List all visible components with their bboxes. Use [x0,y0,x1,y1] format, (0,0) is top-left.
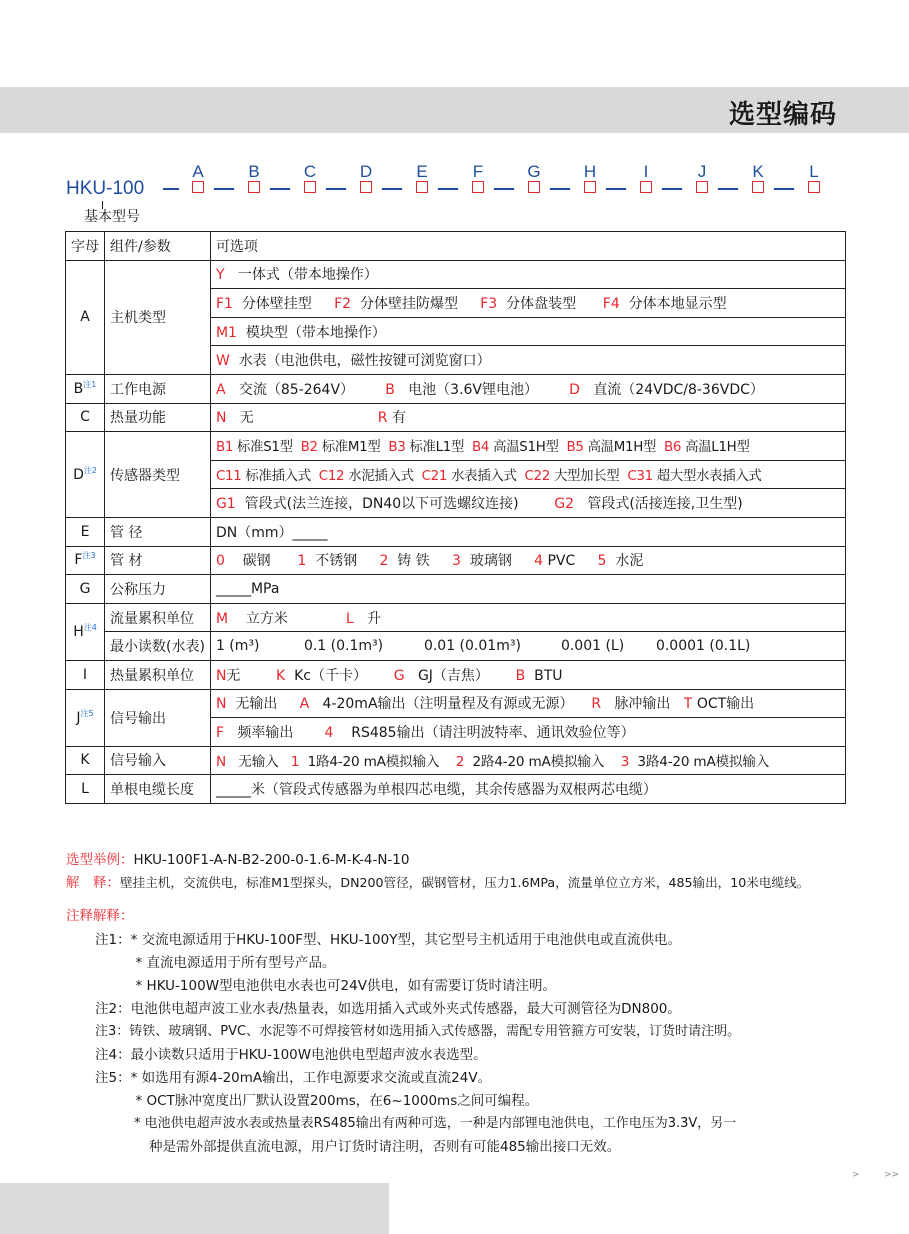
table-row [66,575,846,604]
table-row [66,432,846,461]
base-model-label: 基本型号 [84,209,140,225]
table-row [66,403,846,432]
code-box [192,181,204,193]
row-letter: K [66,746,105,775]
code-box [472,181,484,193]
note-line: 注5：* 如选用有源4-20mA输出，工作电源要求交流或直流24V。 [95,1070,492,1086]
row-component: 信号输出 [105,689,211,746]
header-letter: 字母 [66,232,105,261]
code-box [248,181,260,193]
example-line: 选型举例：HKU-100F1-A-N-B2-200-0-1.6-M-K-4-N-10 [66,852,410,868]
code-box [640,181,652,193]
row-letter: A [66,260,105,374]
position-letter: D [359,162,373,181]
option-cell: 0 碳钢 1 不锈钢 2 铸 铁 3 玻璃钢 4 PVC 5 水泥 [210,546,845,575]
option-cell: M 立方米 L 升 [210,603,845,632]
option-cell: F 频率输出 4 RS485输出（请注明波特率、通讯效验位等） [210,718,845,747]
table-row [66,689,846,718]
row-letter: $B^{注1}$ [66,374,105,403]
note-line: 种是需外部提供直流电源，用户订货时请注明，否则有可能485输出接口无效。 [95,1139,621,1155]
option-cell: _____米（管段式传感器为单根四芯电缆，其余传感器为双根两芯电缆） [210,775,845,804]
position-letter: H [583,162,597,181]
row-component: 管 材 [105,546,211,575]
position-letter: G [527,162,541,181]
code-box [304,181,316,193]
row-letter: L [66,775,105,804]
table-row [66,260,846,289]
code-boxes [0,181,909,197]
option-cell: N 无 R 有 [210,403,845,432]
table-row [66,517,846,546]
row-component: 主机类型 [105,260,211,374]
code-box [696,181,708,193]
row-component: 工作电源 [105,374,211,403]
note-line: * OCT脉冲宽度出厂默认设置200ms，在6~1000ms之间可编程。 [95,1093,539,1109]
page-mark: > [852,1170,860,1180]
code-box [752,181,764,193]
option-cell: DN（mm）_____ [210,517,845,546]
option-cell: B1 标准S1型 B2 标准M1型 B3 标准L1型 B4 高温S1H型 B5 高温M1H型 B6 高温L1H型 [210,432,845,461]
position-letter: F [472,162,484,181]
position-letter: I [643,162,649,181]
notes-title: 注释解释： [66,908,134,924]
note-line: * 电池供电超声波水表或热量表RS485输出有两种可选，一种是内部锂电池供电，工作电压为3.3V，另一 [95,1116,737,1131]
row-letter: $H^{注4}$ [66,603,105,660]
option-cell: _____MPa [210,575,845,604]
row-component: 信号输入 [105,746,211,775]
code-box [528,181,540,193]
row-component: 热量累积单位 [105,660,211,689]
row-letter: G [66,575,105,604]
note-line: 注3：铸铁、玻璃钢、PVC、水泥等不可焊接管材如选用插入式传感器，需配专用管箍方可安装，订货时请注明。 [95,1024,741,1039]
header-component: 组件/参数 [105,232,211,261]
note-line: 注2：电池供电超声波工业水表/热量表，如选用插入式或外夹式传感器，最大可测管径为DN800。 [95,1001,681,1017]
table-row [66,374,846,403]
position-letter: L [809,162,819,181]
option-cell: G1 管段式(法兰连接，DN40以下可选螺纹连接) G2 管段式(活接连接,卫生型) [210,489,845,518]
option-cell: 1 (m³) 0.1 (0.1m³) 0.01 (0.01m³) 0.001 (L) 0.0001 (0.1L) [210,632,845,661]
page-title: 选型编码 [728,100,837,130]
row-component: 单根电缆长度 [105,775,211,804]
code-box [416,181,428,193]
footer-band [0,1183,389,1234]
code-box [808,181,820,193]
option-cell: A 交流（85-264V） B 电池（3.6V锂电池） D 直流（24VDC/8-36VDC） [210,374,845,403]
position-letter: A [192,162,204,181]
position-letter: K [752,162,764,181]
row-component: 流量累积单位 [105,603,211,632]
option-cell: N 无输入 1 1路4-20 mA模拟输入 2 2路4-20 mA模拟输入 3 3路4-20 mA模拟输入 [210,746,845,775]
model-code: HKU-100 [66,178,145,199]
row-letter: C [66,403,105,432]
table-row [66,632,846,661]
note-line: * 直流电源适用于所有型号产品。 [95,955,336,971]
row-component: 热量功能 [105,403,211,432]
note-line: 注1：* 交流电源适用于HKU-100F型、HKU-100Y型，其它型号主机适用于电池供电或直流供电。 [95,932,681,948]
table-row [66,746,846,775]
code-box [584,181,596,193]
row-letter: I [66,660,105,689]
position-letter: E [416,162,428,181]
code-box [360,181,372,193]
option-cell: Y 一体式（带本地操作） [210,260,845,289]
row-letter: $J^{注5}$ [66,689,105,746]
row-letter: E [66,517,105,546]
table-header-row [66,232,846,261]
row-letter: $D^{注2}$ [66,432,105,518]
table-row [66,546,846,575]
option-cell: M1 模块型（带本地操作） [210,317,845,346]
note-line: 注4：最小读数只适用于HKU-100W电池供电型超声波水表选型。 [95,1047,487,1063]
header-options: 可选项 [210,232,845,261]
position-letter: J [697,162,707,181]
selection-table [65,231,846,804]
option-cell: C11 标准插入式 C12 水泥插入式 C21 水表插入式 C22 大型加长型 C31 超大型水表插入式 [210,460,845,489]
table-row [66,660,846,689]
row-component: 传感器类型 [105,432,211,518]
position-letter: B [248,162,260,181]
row-component: 最小读数(水表) [105,632,211,661]
option-cell: N无 K Kc（千卡） G GJ（吉焦） B BTU [210,660,845,689]
row-letter: $F^{注3}$ [66,546,105,575]
position-letter: C [303,162,317,181]
table-row [66,775,846,804]
page-mark: >> [884,1170,900,1180]
option-cell: W 水表（电池供电，磁性按键可浏览窗口） [210,346,845,375]
table-row [66,603,846,632]
row-component: 管 径 [105,517,211,546]
row-component: 公称压力 [105,575,211,604]
explain-line: 解 释：壁挂主机，交流供电，标准M1型探头，DN200管径，碳钢管材，压力1.6MPa，流量单位立方米，485输出，10米电缆线。 [66,875,810,891]
option-cell: N 无输出 A 4-20mA输出（注明量程及有源或无源） R 脉冲输出 T OCT输出 [210,689,845,718]
option-cell: F1 分体壁挂型 F2 分体壁挂防爆型 F3 分体盘装型 F4 分体本地显示型 [210,289,845,318]
note-line: * HKU-100W型电池供电水表也可24V供电，如有需要订货时请注明。 [95,978,556,994]
